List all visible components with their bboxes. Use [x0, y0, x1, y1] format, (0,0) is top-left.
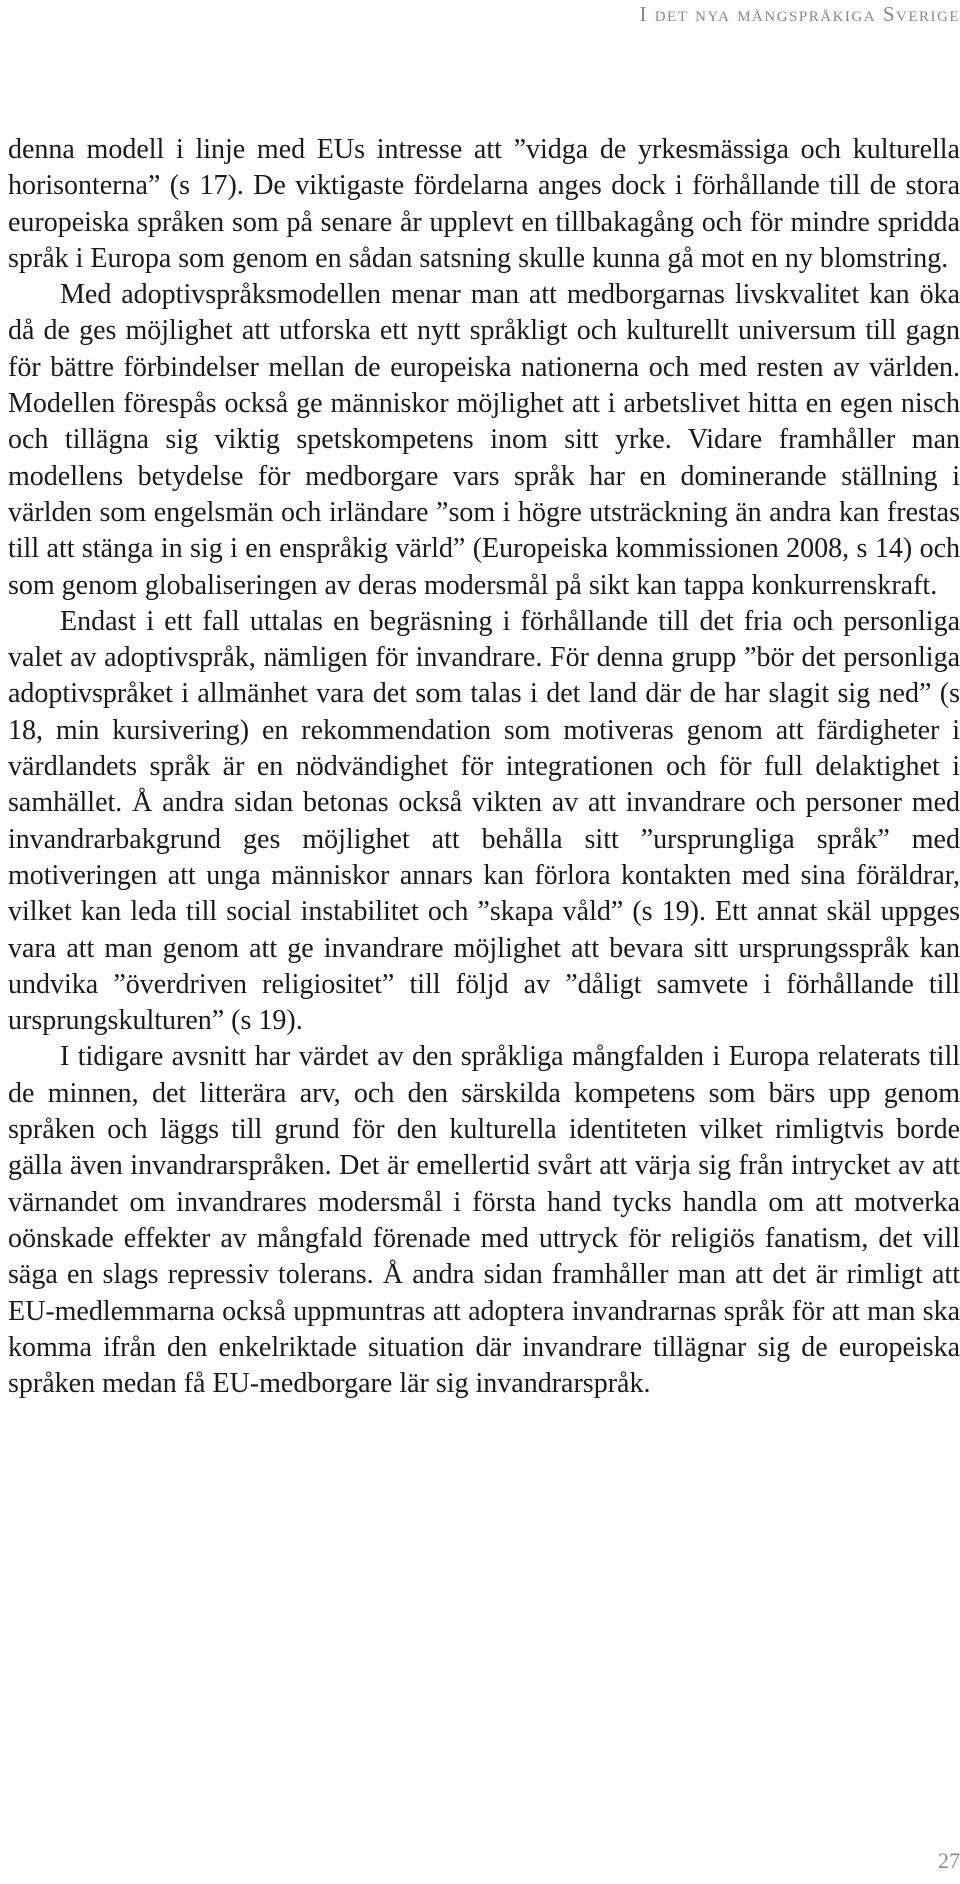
body-text: [8, 132, 960, 1402]
paragraph-1: denna modell i linje med EUs intresse att ”vidga de yrkesmässiga och kulturella horisonterna” (s 17). De viktigaste fördelarna anges dock i förhållande till de stora europeiska språken som på senare år upplevt en tillbakagång och för mindre spridda språk i Europa som genom en sådan satsning skulle kunna gå mot en ny blomstring.: [8, 134, 960, 274]
paragraph-3: Endast i ett fall uttalas en begräsning i förhållande till det fria och personliga valet av adoptivspråk, nämligen för invandrare. För denna grupp ”bör det personliga adoptivspråket i allmänhet vara det som talas i det land där de har slagit sig ned” (s 18, min kursivering) en rekommendation som motiveras genom att färdigheter i värdlandets språk är en nödvändighet för integrationen och för full delaktighet i samhället. Å andra sidan betonas också vikten av att invandrare och personer med invandrarbakgrund ges möjlighet att behålla sitt ”ursprungliga språk” med motiveringen att unga människor annars kan förlora kontakten med sina föräldrar, vilket kan leda till social instabilitet och ”skapa våld” (s 19). Ett annat skäl uppges vara att man genom att ge invandrare möjlighet att bevara sitt ursprungsspråk kan undvika ”överdriven religiositet” till följd av ”dåligt samvete i förhållande till ursprungskulturen” (s 19).: [8, 605, 960, 1037]
running-header: I det nya mångspråkiga Sverige: [639, 2, 960, 26]
paragraph-2: Med adoptivspråksmodellen menar man att medborgarnas livskvalitet kan öka då de ges möjlighet att utforska ett nytt språkligt och kulturellt universum till gagn för bättre förbindelser mellan de europeiska nationerna och med resten av världen. Modellen förespås också ge människor möjlighet att i arbetslivet hitta en egen nisch och tillägna sig viktig spetskompetens inom sitt yrke. Vidare framhåller man modellens betydelse för medborgare vars språk har en dominerande ställning i världen som engelsmän och irländare ”som i högre utsträckning än andra kan frestas till att stänga in sig i en enspråkig värld” (Europeiska kommissionen 2008, s 14) och som genom globaliseringen av deras modersmål på sikt kan tappa konkurrenskraft.: [8, 279, 960, 601]
paragraph-4: I tidigare avsnitt har värdet av den språkliga mångfalden i Europa relaterats till de minnen, det litterära arv, och den särskilda kompetens som bärs upp genom språken och läggs till grund för den kulturella identiteten vilket rimligtvis borde gälla även invandrarspråken. Det är emellertid svårt att värja sig från intrycket av att värnandet om invandrares modersmål i första hand tycks handla om att motverka oönskade effekter av mångfald förenade med uttryck för religiös fanatism, det vill säga en slags repressiv tolerans. Å andra sidan framhåller man att det är rimligt att EU-medlemmarna också uppmuntras att adoptera invandrarnas språk för att man ska komma ifrån den enkelriktade situation där invandrare tillägnar sig de europeiska språken medan få EU-medborgare lär sig invandrarspråk.: [8, 1041, 960, 1400]
page-number: 27: [938, 1848, 960, 1873]
